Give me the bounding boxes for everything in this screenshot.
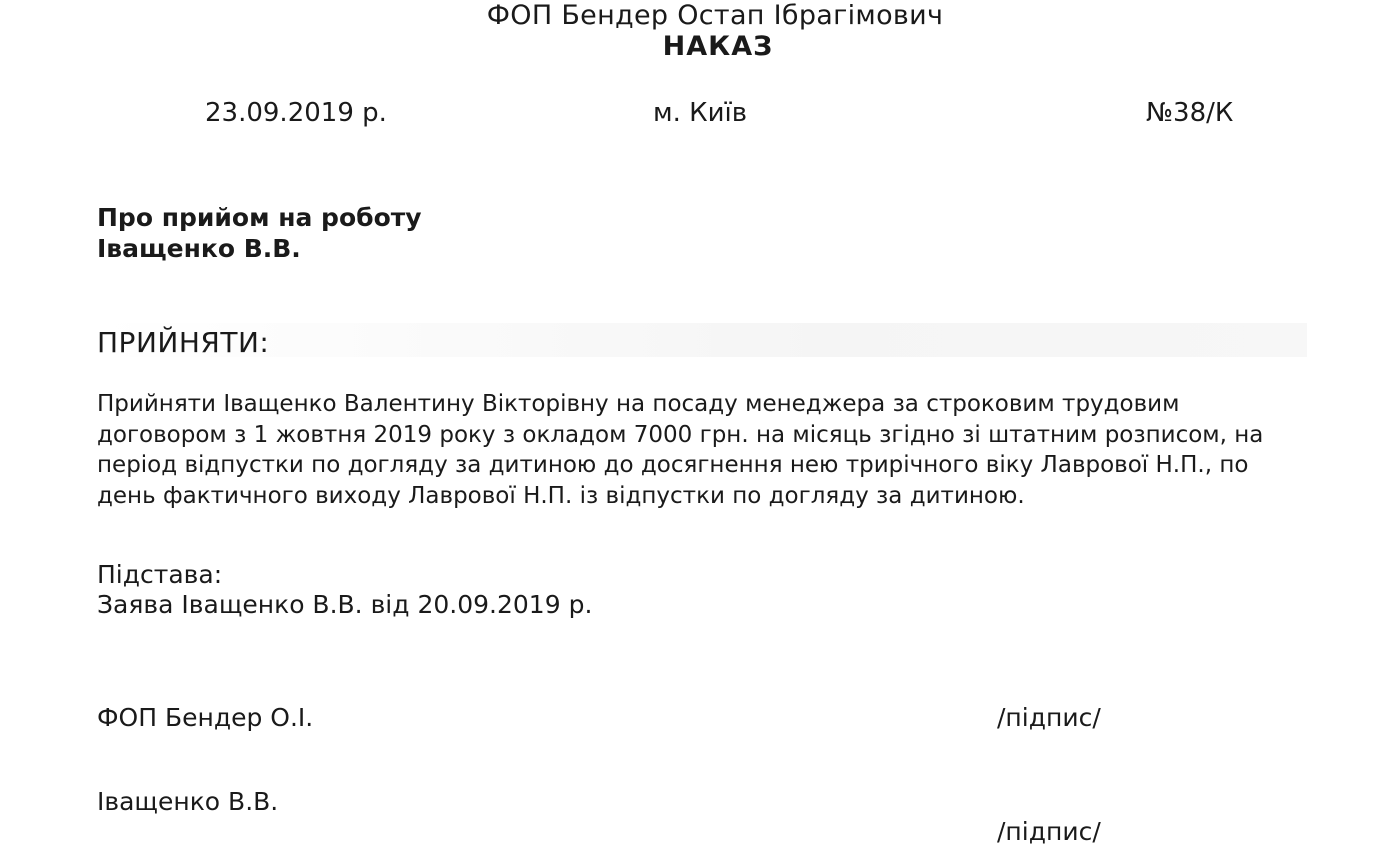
signatory-signature: /підпис/ xyxy=(997,703,1101,732)
order-subject xyxy=(97,202,422,264)
organization-name: ФОП Бендер Остап Ібрагімович xyxy=(486,0,944,31)
basis-label: Підстава: xyxy=(97,560,223,589)
document-title: НАКАЗ xyxy=(662,31,774,62)
order-body: Прийняти Іващенко Валентину Вікторівну на посаду менеджера за строковим трудовим договором з 1 жовтня 2019 року з окладом 7000 грн. на місяць згідно зі штатним розписом, на період відпустки по догляду за дитиною до досягнення нею трирічного віку Лаврової Н.П., по день фактичного виходу Лаврової Н.П. із відпустки по догляду за дитиною. xyxy=(97,391,1264,509)
employee-signature: /підпис/ xyxy=(997,817,1101,846)
subject-line-2: Іващенко В.В. xyxy=(97,234,301,263)
signatory-name: ФОП Бендер О.І. xyxy=(97,703,314,732)
section-title: ПРИЙНЯТИ: xyxy=(97,326,270,359)
order-place: м. Київ xyxy=(653,98,748,128)
subject-line-1: Про прийом на роботу xyxy=(97,203,422,232)
section-highlight xyxy=(97,323,1307,357)
order-number: №38/К xyxy=(1146,98,1234,128)
order-date: 23.09.2019 р. xyxy=(205,98,387,128)
employee-name: Іващенко В.В. xyxy=(97,787,279,816)
basis-value: Заява Іващенко В.В. від 20.09.2019 р. xyxy=(97,590,593,619)
